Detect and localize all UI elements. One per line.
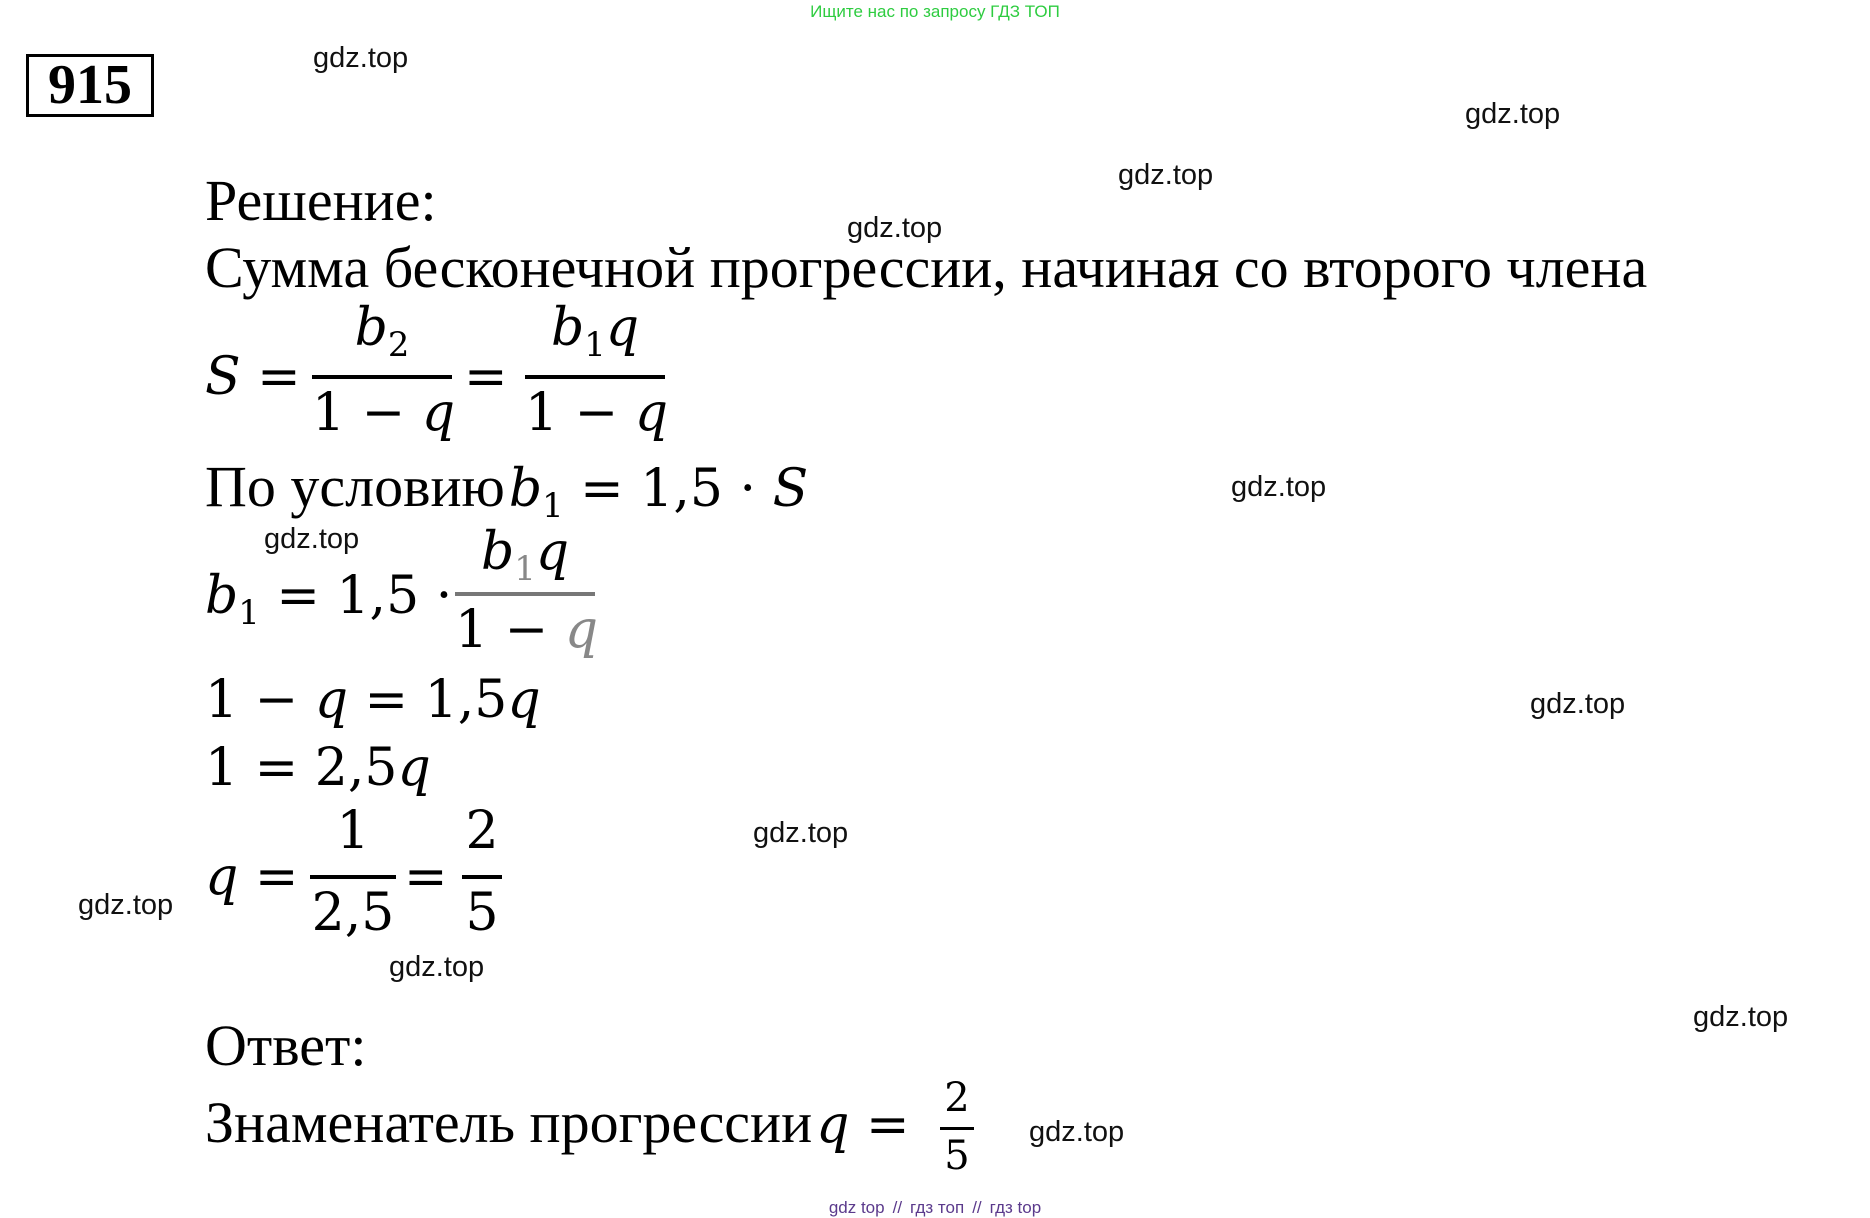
formula-q-lhs: q =: [205, 847, 299, 907]
formula-b1-lhs: $b_1 = 1,5$ ·: [205, 566, 453, 632]
fraction-bar: [455, 592, 595, 596]
answer-text: Знаменатель прогрессии: [205, 1090, 813, 1155]
denominator: 2,5: [311, 883, 395, 943]
answer-fraction-2-over-5: [940, 1075, 974, 1179]
watermark: gdz.top: [847, 212, 943, 244]
equation-1-minus-q: 1 − q = 1,5q: [205, 670, 541, 730]
watermark: gdz.top: [1530, 688, 1626, 720]
fraction-bar: [312, 375, 452, 379]
condition-line: [205, 454, 809, 525]
denominator: 5: [944, 1133, 970, 1179]
solution-line-sum: Сумма бесконечной прогрессии, начиная со второго члена: [205, 235, 1648, 300]
footer-links: [0, 1198, 1870, 1218]
fraction-bar: [462, 875, 502, 879]
watermark: gdz.top: [313, 42, 409, 74]
numerator: $b_2$: [354, 298, 410, 364]
fraction-2-over-5: [462, 801, 502, 943]
watermark: gdz.top: [1693, 1001, 1789, 1033]
condition-text: По условию: [205, 454, 505, 519]
fraction-1-over-25: [310, 801, 396, 943]
footer-link-gdz-top-mixed[interactable]: гдз top: [989, 1198, 1042, 1217]
fraction-bar: [310, 875, 396, 879]
footer-link-gdz-top-ru[interactable]: гдз топ: [910, 1198, 965, 1217]
equals-sign: =: [257, 347, 301, 407]
watermark: gdz.top: [1465, 98, 1561, 130]
solution-heading: Решение:: [205, 168, 437, 233]
denominator: 5: [465, 883, 499, 943]
answer-heading: Ответ:: [205, 1013, 367, 1078]
denominator: 1 − q: [312, 383, 456, 443]
var-S: S: [205, 347, 241, 407]
watermark: gdz.top: [1029, 1116, 1125, 1148]
equals-sign: =: [464, 347, 508, 407]
answer-formula: q =: [816, 1095, 910, 1155]
watermark: gdz.top: [1118, 159, 1214, 191]
footer-link-gdz-top[interactable]: gdz top: [828, 1198, 885, 1217]
numerator: 2: [465, 801, 499, 861]
watermark: gdz.top: [389, 951, 485, 983]
fraction-b2-over-1-q: [312, 298, 456, 444]
watermark: gdz.top: [1231, 471, 1327, 503]
footer-separator: //: [972, 1198, 982, 1217]
numerator: $b_1q$: [480, 522, 570, 588]
denominator: 1 − q: [455, 600, 599, 660]
watermark: gdz.top: [78, 889, 174, 921]
numerator: 2: [944, 1075, 970, 1121]
task-number: 915: [26, 54, 154, 117]
fraction-bar: [940, 1127, 974, 1130]
answer-line: [205, 1090, 910, 1155]
numerator: $b_1q$: [550, 298, 640, 364]
top-banner[interactable]: Ищите нас по запросу ГДЗ ТОП: [810, 2, 1060, 21]
footer-separator: //: [892, 1198, 903, 1217]
watermark: gdz.top: [264, 523, 360, 555]
denominator: 1 − q: [525, 383, 669, 443]
watermark: gdz.top: [753, 817, 849, 849]
formula-sum-lhs: [205, 347, 301, 407]
numerator: 1: [336, 801, 370, 861]
fraction-b1q-over-1-q: [525, 298, 669, 444]
equals-sign: =: [404, 847, 448, 907]
fraction-bar: [525, 375, 665, 379]
equation-1-eq-25q: 1 = 2,5q: [205, 738, 431, 798]
condition-formula: $b_1 = 1,5 \cdot S$: [508, 459, 809, 525]
fraction-b1q-over-1-q-second: [455, 522, 599, 662]
